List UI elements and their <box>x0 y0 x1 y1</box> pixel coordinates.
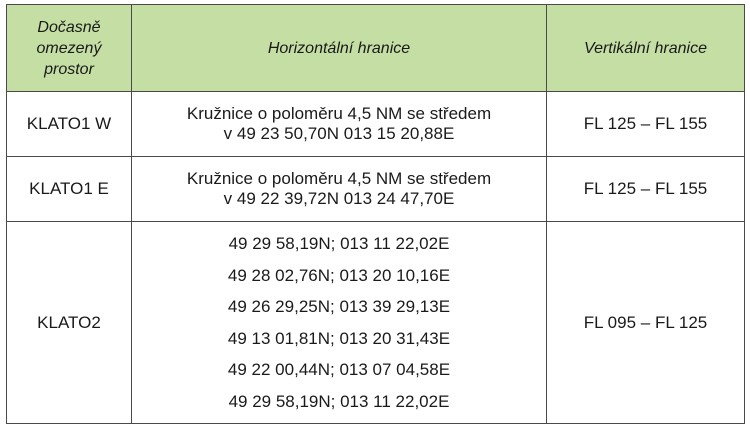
coordinate-line: 49 29 58,19N; 013 11 22,02E <box>228 391 450 411</box>
header-horizontal-limits: Horizontální hranice <box>132 5 547 92</box>
header-vertical-limits: Vertikální hranice <box>547 5 745 92</box>
table-row <box>7 92 745 157</box>
table-row <box>7 157 745 222</box>
vertical-limits-cell: FL 095 – FL 125 <box>547 222 745 424</box>
coordinate-list <box>132 222 546 423</box>
coordinate-line: 49 13 01,81N; 013 20 31,43E <box>227 328 451 348</box>
airspace-table <box>6 4 745 424</box>
coordinate-line: 49 26 29,25N; 013 39 29,13E <box>227 297 451 316</box>
header-temporary-area-line1: Dočasně <box>37 18 101 36</box>
coordinate-line: 49 29 58,19N; 013 11 22,02E <box>228 234 450 253</box>
horizontal-limit-line: Kružnice o poloměru 4,5 NM se středem <box>186 169 492 188</box>
area-name: KLATO1 W <box>7 92 132 157</box>
table-row <box>7 222 745 424</box>
header-temporary-area-line2: omezený <box>36 39 102 57</box>
coordinate-line: 49 22 00,44N; 013 07 04,58E <box>227 360 451 379</box>
header-temporary-area <box>7 5 132 92</box>
area-name: KLATO1 E <box>7 157 132 222</box>
vertical-limits-cell: FL 125 – FL 155 <box>547 92 745 157</box>
horizontal-limit-line: v 49 22 39,72N 013 24 47,70E <box>223 189 455 208</box>
horizontal-limits-cell <box>132 157 547 222</box>
coordinate-line: 49 28 02,76N; 013 20 10,16E <box>227 265 451 285</box>
horizontal-limit-line: Kružnice o poloměru 4,5 NM se středem <box>186 104 492 123</box>
area-name: KLATO2 <box>7 222 132 424</box>
horizontal-limit-line: v 49 23 50,70N 013 15 20,88E <box>223 124 455 143</box>
header-row <box>7 5 745 92</box>
horizontal-limits-cell <box>132 92 547 157</box>
header-temporary-area-line3: prostor <box>44 60 94 78</box>
horizontal-limits-cell <box>132 222 547 424</box>
vertical-limits-cell: FL 125 – FL 155 <box>547 157 745 222</box>
